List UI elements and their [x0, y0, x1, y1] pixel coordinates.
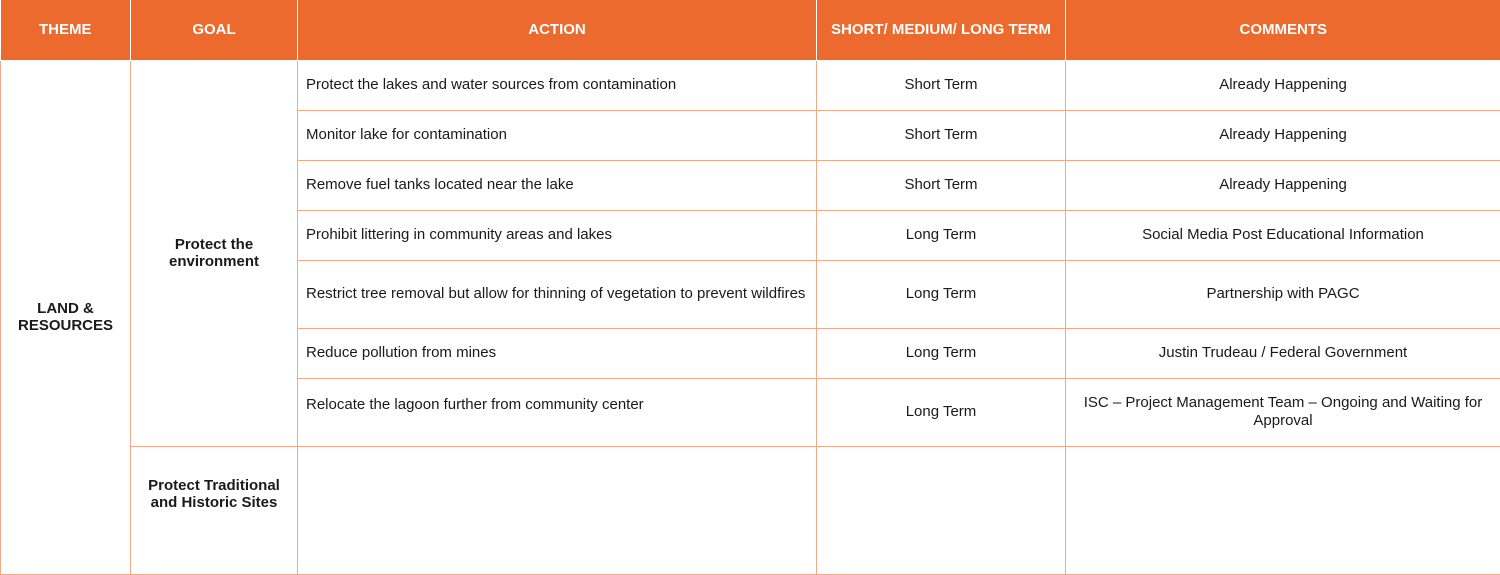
header-row — [1, 0, 1500, 60]
comment-cell: Already Happening — [1066, 110, 1500, 160]
action-cell: Prohibit littering in community areas and lakes — [298, 210, 817, 260]
header-term: SHORT/ MEDIUM/ LONG TERM — [817, 0, 1066, 60]
action-cell: Reduce pollution from mines — [298, 328, 817, 378]
term-cell: Long Term — [817, 260, 1066, 328]
theme-label: LAND & RESOURCES — [16, 300, 116, 334]
term-cell: Long Term — [817, 378, 1066, 446]
action-cell: Restrict tree removal but allow for thinning of vegetation to prevent wildfires — [298, 260, 817, 328]
action-cell — [298, 446, 817, 574]
comment-cell: Partnership with PAGC — [1066, 260, 1500, 328]
term-cell: Short Term — [817, 110, 1066, 160]
term-cell: Short Term — [817, 160, 1066, 210]
table-row — [1, 60, 1500, 110]
comment-cell: Already Happening — [1066, 160, 1500, 210]
term-cell: Long Term — [817, 210, 1066, 260]
action-cell: Monitor lake for contamination — [298, 110, 817, 160]
theme-cell — [1, 60, 131, 574]
header-action: ACTION — [298, 0, 817, 60]
table-row — [1, 446, 1500, 574]
comment-cell: Justin Trudeau / Federal Government — [1066, 328, 1500, 378]
action-cell: Protect the lakes and water sources from contamination — [298, 60, 817, 110]
comment-cell: Already Happening — [1066, 60, 1500, 110]
action-cell: Relocate the lagoon further from community center — [298, 378, 817, 446]
action-cell: Remove fuel tanks located near the lake — [298, 160, 817, 210]
comment-cell — [1066, 446, 1500, 574]
goal-label: Protect Traditional and Historic Sites — [139, 477, 289, 511]
term-cell: Long Term — [817, 328, 1066, 378]
goal-cell — [131, 446, 298, 574]
comment-cell: ISC – Project Management Team – Ongoing and Waiting for Approval — [1066, 378, 1500, 446]
header-goal: GOAL — [131, 0, 298, 60]
term-cell: Short Term — [817, 60, 1066, 110]
header-theme: THEME — [1, 0, 131, 60]
comment-cell: Social Media Post Educational Information — [1066, 210, 1500, 260]
goal-cell — [131, 60, 298, 446]
header-comments: COMMENTS — [1066, 0, 1500, 60]
goal-label: Protect the environment — [159, 236, 269, 270]
term-cell — [817, 446, 1066, 574]
